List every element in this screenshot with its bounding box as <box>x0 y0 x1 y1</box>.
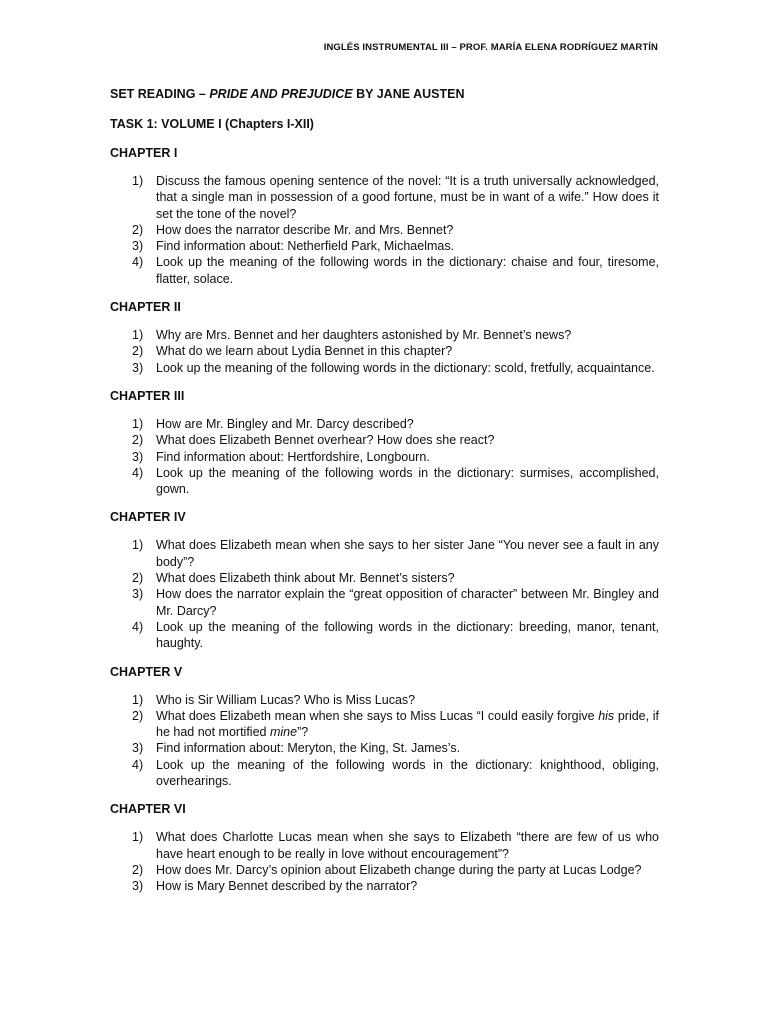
question-item <box>110 878 659 894</box>
question-text: Look up the meaning of the following words in the dictionary: knighthood, obliging, overhearings. <box>156 757 659 789</box>
question-number: 2) <box>132 222 144 237</box>
question-item <box>110 327 659 343</box>
question-text: Find information about: Meryton, the King, St. James’s. <box>156 741 461 756</box>
question-text: Look up the meaning of the following words in the dictionary: chaise and four, tiresome, flatter, solace. <box>156 255 659 286</box>
question-text <box>156 708 659 741</box>
task-heading: TASK 1: VOLUME I (Chapters I-XII) <box>110 117 314 131</box>
question-item <box>110 222 659 238</box>
question-item <box>110 570 659 586</box>
question-number: 3) <box>132 587 144 602</box>
question-item <box>110 740 659 756</box>
question-item <box>110 416 659 432</box>
document-body <box>110 86 659 907</box>
question-number: 2) <box>132 862 144 877</box>
question-item <box>110 537 659 570</box>
chapter-section <box>110 801 659 894</box>
question-number: 3) <box>132 239 144 254</box>
chapter-title: CHAPTER II <box>110 300 181 315</box>
question-number: 4) <box>132 255 144 270</box>
title-suffix: BY JANE AUSTEN <box>352 87 465 101</box>
chapter-title: CHAPTER I <box>110 146 178 160</box>
question-number: 1) <box>132 416 144 431</box>
question-item <box>110 254 659 287</box>
question-number: 4) <box>132 465 144 480</box>
question-number: 2) <box>132 344 144 359</box>
question-number: 3) <box>132 879 144 894</box>
question-text-part: ”? <box>297 725 309 740</box>
question-item <box>110 619 659 652</box>
question-item <box>110 829 659 862</box>
question-text: What does Elizabeth think about Mr. Bennet’s sisters? <box>156 571 455 586</box>
chapter-section <box>110 509 659 651</box>
question-text: Find information about: Netherfield Park, Michaelmas. <box>156 239 455 254</box>
question-text: Discuss the famous opening sentence of the novel: “It is a truth universally acknowledged, that a single man in possession of a good fortune, must be in want of a wife.” How does it set the tone of the novel? <box>156 174 659 221</box>
chapter-section <box>110 299 659 376</box>
question-item <box>110 692 659 708</box>
question-number: 1) <box>132 328 144 343</box>
question-item <box>110 238 659 254</box>
question-item <box>110 343 659 359</box>
question-number: 4) <box>132 757 144 772</box>
question-text: How is Mary Bennet described by the narrator? <box>156 879 418 894</box>
question-item <box>110 173 659 222</box>
question-text: How does the narrator explain the “great opposition of character” between Mr. Bingley and Mr. Darcy? <box>156 587 659 618</box>
question-text-part: pride, if he had not mortified <box>156 708 659 740</box>
document-title <box>110 86 659 102</box>
question-item <box>110 432 659 448</box>
question-text-part: What does Elizabeth mean when she says to Miss Lucas “I could easily forgive <box>156 708 599 723</box>
question-number: 1) <box>132 692 144 707</box>
title-book: PRIDE AND PREJUDICE <box>209 87 353 101</box>
question-number: 3) <box>132 360 144 375</box>
question-number: 3) <box>132 741 144 756</box>
question-number: 1) <box>132 538 144 553</box>
question-text: What does Elizabeth mean when she says to her sister Jane “You never see a fault in any body”? <box>156 538 659 569</box>
chapter-title: CHAPTER VI <box>110 802 186 817</box>
question-text: What does Charlotte Lucas mean when she says to Elizabeth “there are few of us who have heart enough to be really in love without encouragement”? <box>156 830 659 861</box>
question-item <box>110 757 659 790</box>
question-item <box>110 465 659 498</box>
question-text: What does Elizabeth Bennet overhear? How does she react? <box>156 433 495 448</box>
question-number: 4) <box>132 619 144 634</box>
chapter-section <box>110 145 659 287</box>
question-item <box>110 586 659 619</box>
question-number: 2) <box>132 571 144 586</box>
question-number: 1) <box>132 830 144 845</box>
question-item <box>110 449 659 465</box>
question-number: 3) <box>132 449 144 464</box>
question-item <box>110 708 659 741</box>
question-number: 1) <box>132 174 144 188</box>
question-number: 2) <box>132 708 144 723</box>
question-text-italic: mine <box>269 725 298 740</box>
chapter-title: CHAPTER III <box>110 388 185 403</box>
chapter-section <box>110 664 659 790</box>
question-text: Find information about: Hertfordshire, Longbourn. <box>156 449 430 464</box>
question-text: Who is Sir William Lucas? Who is Miss Lucas? <box>156 692 416 707</box>
chapter-section <box>110 388 659 497</box>
question-text: How are Mr. Bingley and Mr. Darcy described? <box>156 416 414 431</box>
chapter-title: CHAPTER V <box>110 664 183 679</box>
question-text: How does the narrator describe Mr. and Mrs. Bennet? <box>156 222 454 237</box>
question-text: Why are Mrs. Bennet and her daughters astonished by Mr. Bennet’s news? <box>156 328 572 343</box>
question-item <box>110 360 659 376</box>
page-header: INGLÉS INSTRUMENTAL III – PROF. MARÍA ELENA RODRÍGUEZ MARTÍN <box>323 42 658 53</box>
chapter-list <box>110 145 659 895</box>
chapter-title: CHAPTER IV <box>110 510 186 525</box>
question-text: How does Mr. Darcy’s opinion about Elizabeth change during the party at Lucas Lodge? <box>156 862 642 877</box>
question-text: Look up the meaning of the following words in the dictionary: surmises, accomplished, gown. <box>156 465 659 497</box>
question-text-italic: his <box>598 708 615 723</box>
question-text: Look up the meaning of the following words in the dictionary: scold, fretfully, acquaintance. <box>156 360 655 375</box>
question-item <box>110 862 659 878</box>
question-number: 2) <box>132 433 144 448</box>
title-prefix: SET READING – <box>110 87 210 101</box>
question-text: Look up the meaning of the following words in the dictionary: breeding, manor, tenant, haughty. <box>156 619 659 651</box>
question-text: What do we learn about Lydia Bennet in this chapter? <box>156 344 453 359</box>
